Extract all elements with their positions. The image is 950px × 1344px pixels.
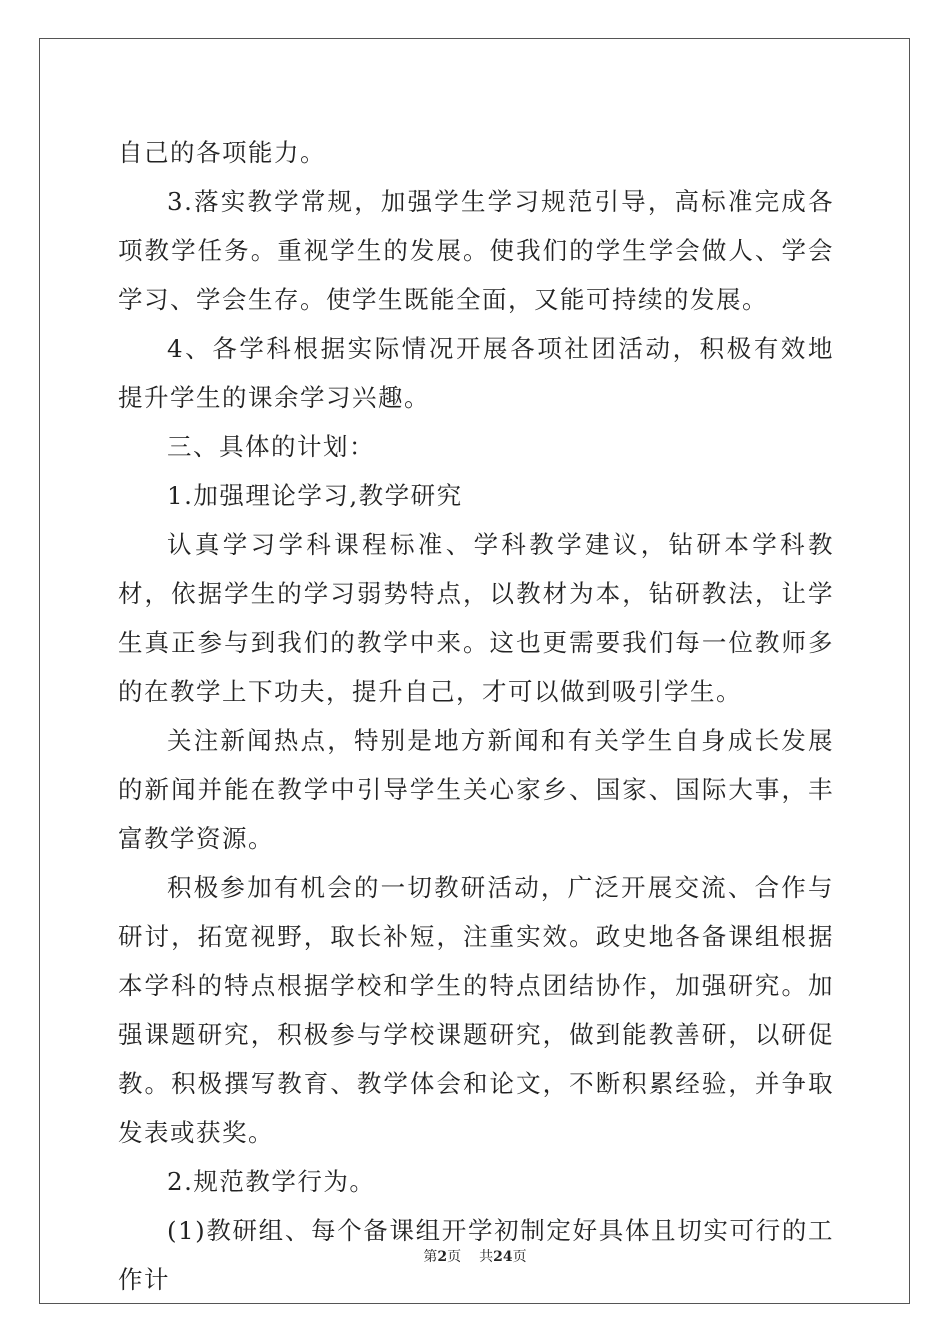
page-number: 2 [437, 1249, 448, 1265]
section-heading: 三、具体的计划： [167, 432, 375, 461]
page-suffix: 页 [447, 1249, 462, 1265]
page-footer [0, 1246, 950, 1266]
paragraph: 4、各学科根据实际情况开展各项社团活动，积极有效地提升学生的课余学习兴趣。 [118, 334, 834, 412]
paragraph: (1)教研组、每个备课组开学初制定好具体且切实可行的工作计 [118, 1216, 834, 1294]
paragraph: 自己的各项能力。 [118, 138, 326, 167]
total-suffix: 页 [512, 1249, 527, 1265]
total-prefix: 共 [479, 1249, 494, 1265]
paragraph: 认真学习学科课程标准、学科教学建议，钻研本学科教材，依据学生的学习弱势特点，以教材为本，钻研教法，让学生真正参与到我们的教学中来。这也更需要我们每一位教师多的在教学上下功夫，提升自己，才可以做到吸引学生。 [118, 530, 834, 706]
paragraph: 关注新闻热点，特别是地方新闻和有关学生自身成长发展的新闻并能在教学中引导学生关心家乡、国家、国际大事，丰富教学资源。 [118, 726, 834, 853]
paragraph: 3.落实教学常规，加强学生学习规范引导，高标准完成各项教学任务。重视学生的发展。使我们的学生学会做人、学会学习、学会生存。使学生既能全面，又能可持续的发展。 [118, 187, 834, 314]
paragraph: 积极参加有机会的一切教研活动，广泛开展交流、合作与研讨，拓宽视野，取长补短，注重实效。政史地各备课组根据本学科的特点根据学校和学生的特点团结协作，加强研究。加强课题研究，积极参与学校课题研究，做到能教善研，以研促教。积极撰写教育、教学体会和论文，不断积累经验，并争取发表或获奖。 [118, 873, 834, 1147]
subsection-heading: 2.规范教学行为。 [167, 1167, 376, 1196]
document-body [118, 128, 834, 1304]
subsection-heading: 1.加强理论学习,教学研究 [167, 481, 463, 510]
total-pages: 24 [493, 1249, 513, 1265]
page-prefix: 第 [423, 1249, 438, 1265]
